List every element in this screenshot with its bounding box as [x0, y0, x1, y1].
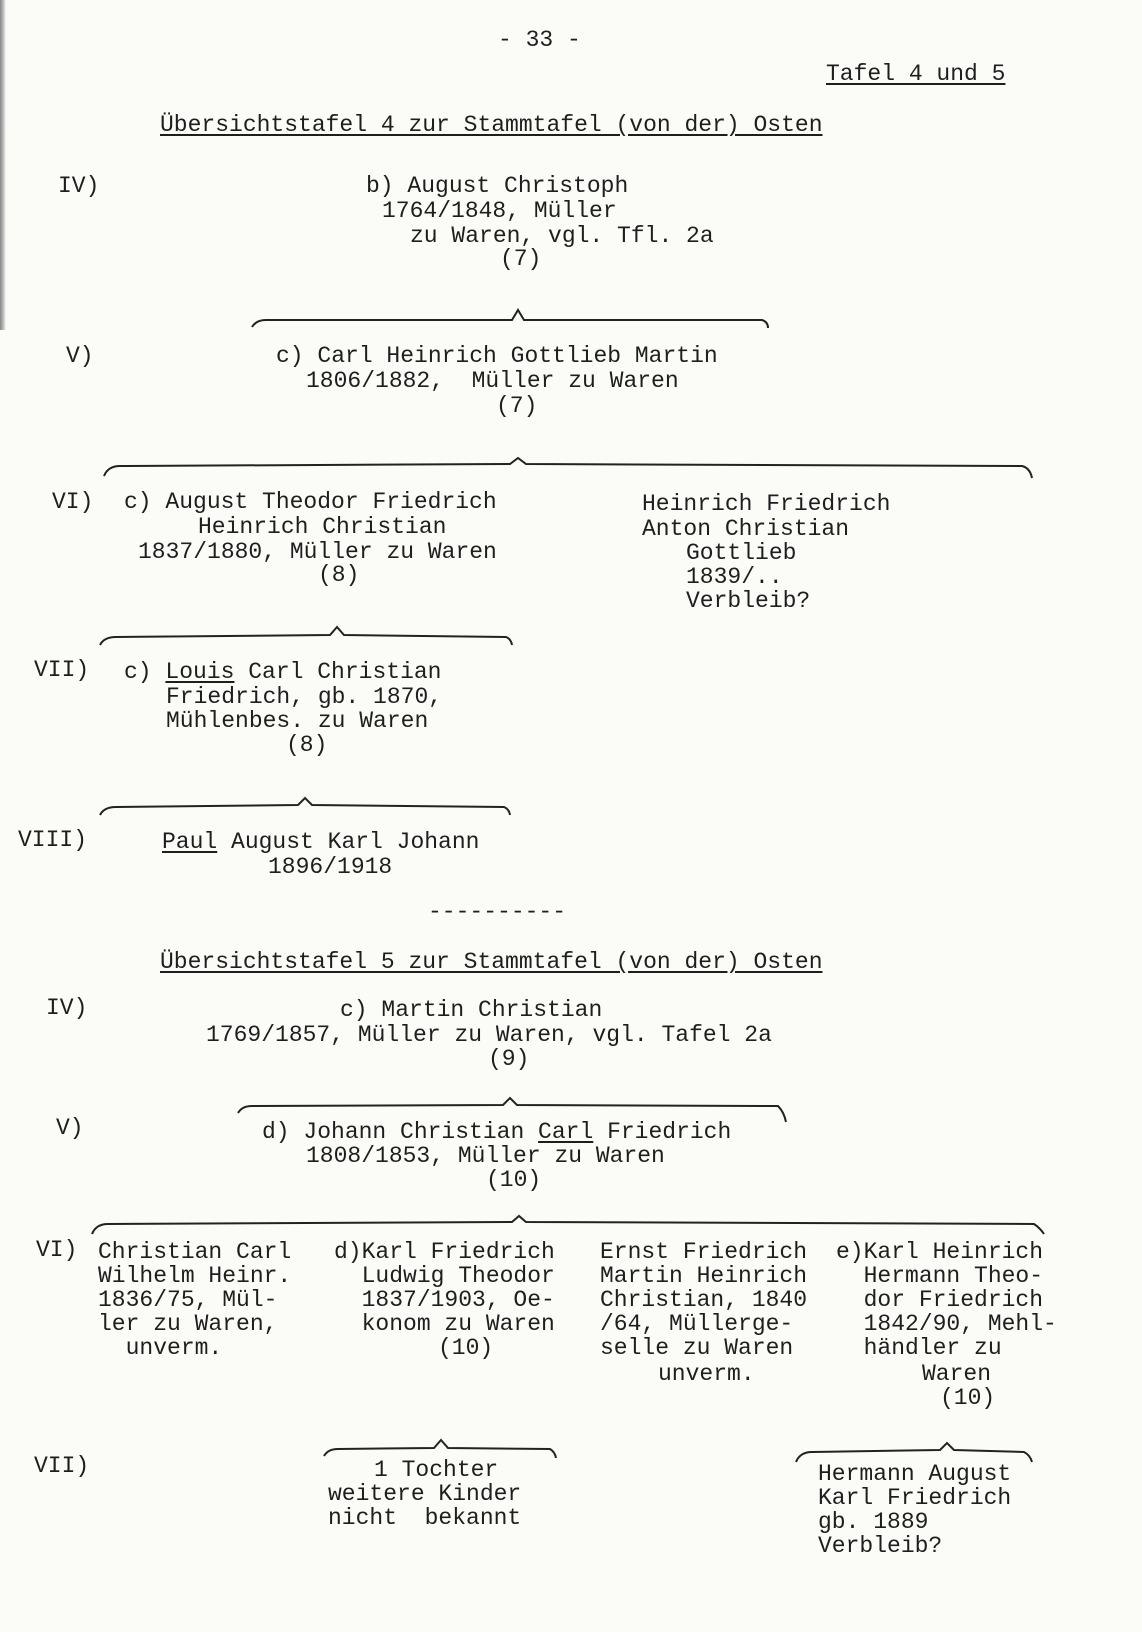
person-line: Gottlieb — [686, 540, 797, 566]
person-line: Heinrich Christian — [198, 514, 447, 540]
underlined-given-name: Paul — [162, 829, 218, 855]
reference-number: (10) — [438, 1335, 494, 1361]
reference-number: (9) — [488, 1046, 530, 1072]
person-line: zu Waren, vgl. Tfl. 2a — [410, 223, 714, 249]
person-line: e)Karl Heinrich — [836, 1239, 1044, 1265]
person-line: Ernst Friedrich — [600, 1239, 808, 1265]
underlined-given-name: Louis — [165, 659, 235, 685]
person-line: Martin Heinrich — [600, 1263, 808, 1289]
person-line: konom zu Waren — [334, 1311, 555, 1337]
person-line: Hermann Theo- — [836, 1263, 1044, 1289]
person-line: b) August Christoph — [366, 173, 629, 199]
person-line: nicht bekannt — [328, 1505, 522, 1531]
person-line: d) Johann Christian Carl Friedrich — [262, 1119, 732, 1145]
underlined-given-name: Carl — [538, 1119, 594, 1145]
plate-reference: Tafel 4 und 5 — [826, 61, 1006, 87]
person-line: dor Friedrich — [836, 1287, 1044, 1313]
person-line: Heinrich Friedrich — [642, 491, 891, 517]
person-line: gb. 1889 — [818, 1509, 929, 1535]
person-line: 1842/90, Mehl- — [836, 1311, 1057, 1337]
brace-connector — [324, 1440, 556, 1458]
person-line: Wilhelm Heinr. — [98, 1263, 292, 1289]
generation-label-v: V) — [66, 343, 94, 369]
generation-label-viii: VIII) — [18, 827, 88, 853]
brace-connector — [100, 627, 512, 645]
brace-connector — [104, 458, 1032, 478]
reference-number: (7) — [500, 246, 542, 272]
person-line: Christian, 1840 — [600, 1287, 808, 1313]
person-line: unverm. — [658, 1361, 755, 1387]
generation-label-iv: IV) — [58, 173, 100, 199]
person-line: 1896/1918 — [268, 854, 393, 880]
person-line: 1764/1848, Müller — [382, 198, 617, 224]
generation-label-vi: VI) — [52, 489, 94, 515]
generation-label-vii: VII) — [34, 1453, 90, 1479]
person-line: Friedrich, gb. 1870, — [166, 684, 443, 710]
generation-label-iv: IV) — [46, 995, 88, 1021]
reference-number: (10) — [486, 1167, 542, 1193]
person-line: c) August Theodor Friedrich — [124, 489, 497, 515]
person-line: 1837/1903, Oe- — [334, 1287, 555, 1313]
person-line: Karl Friedrich — [818, 1485, 1012, 1511]
brace-connector — [92, 1216, 1044, 1234]
person-line: Ludwig Theodor — [334, 1263, 555, 1289]
person-line: 1808/1853, Müller zu Waren — [306, 1143, 665, 1169]
person-line: /64, Müllerge- — [600, 1311, 794, 1337]
table5-title: Übersichtstafel 5 zur Stammtafel (von der) Osten — [160, 949, 823, 975]
person-line: Anton Christian — [642, 516, 850, 542]
person-line: 1 Tochter — [374, 1457, 499, 1483]
person-line: 1769/1857, Müller zu Waren, vgl. Tafel 2a — [206, 1022, 772, 1048]
person-line: händler zu — [836, 1335, 1002, 1361]
person-line: d)Karl Friedrich — [334, 1239, 555, 1265]
person-line: selle zu Waren — [600, 1335, 794, 1361]
brace-connector — [796, 1443, 1032, 1462]
person-line: c) Louis Carl Christian — [124, 659, 442, 685]
person-line: 1837/1880, Müller zu Waren — [138, 539, 497, 565]
person-line: Mühlenbes. zu Waren — [166, 708, 429, 734]
person-line: c) Martin Christian — [340, 997, 603, 1023]
person-line: 1806/1882, Müller zu Waren — [306, 368, 679, 394]
reference-number: (7) — [496, 393, 538, 419]
generation-label-vii: VII) — [34, 657, 90, 683]
person-line: Verbleib? — [818, 1533, 943, 1559]
person-line: 1836/75, Mül- — [98, 1287, 278, 1313]
person-line: Waren — [922, 1361, 992, 1387]
brace-connector — [252, 310, 768, 328]
person-line: unverm. — [98, 1335, 223, 1361]
reference-number: (10) — [940, 1385, 996, 1411]
person-line: 1839/.. — [686, 564, 783, 590]
section-separator: ---------- — [428, 899, 567, 925]
person-line: Verbleib? — [686, 588, 811, 614]
table4-title: Übersichtstafel 4 zur Stammtafel (von der) Osten — [160, 112, 823, 138]
generation-label-v: V) — [56, 1115, 84, 1141]
person-line: Hermann August — [818, 1461, 1012, 1487]
generation-label-vi: VI) — [36, 1237, 78, 1263]
person-line: weitere Kinder — [328, 1481, 522, 1507]
person-line: Paul August Karl Johann — [162, 829, 480, 855]
brace-connector — [238, 1098, 786, 1122]
person-line: ler zu Waren, — [98, 1311, 278, 1337]
person-line: c) Carl Heinrich Gottlieb Martin — [276, 343, 718, 369]
page-number: - 33 - — [498, 27, 581, 53]
reference-number: (8) — [286, 732, 328, 758]
person-line: Christian Carl — [98, 1239, 292, 1265]
brace-connector — [100, 798, 510, 815]
reference-number: (8) — [318, 562, 360, 588]
